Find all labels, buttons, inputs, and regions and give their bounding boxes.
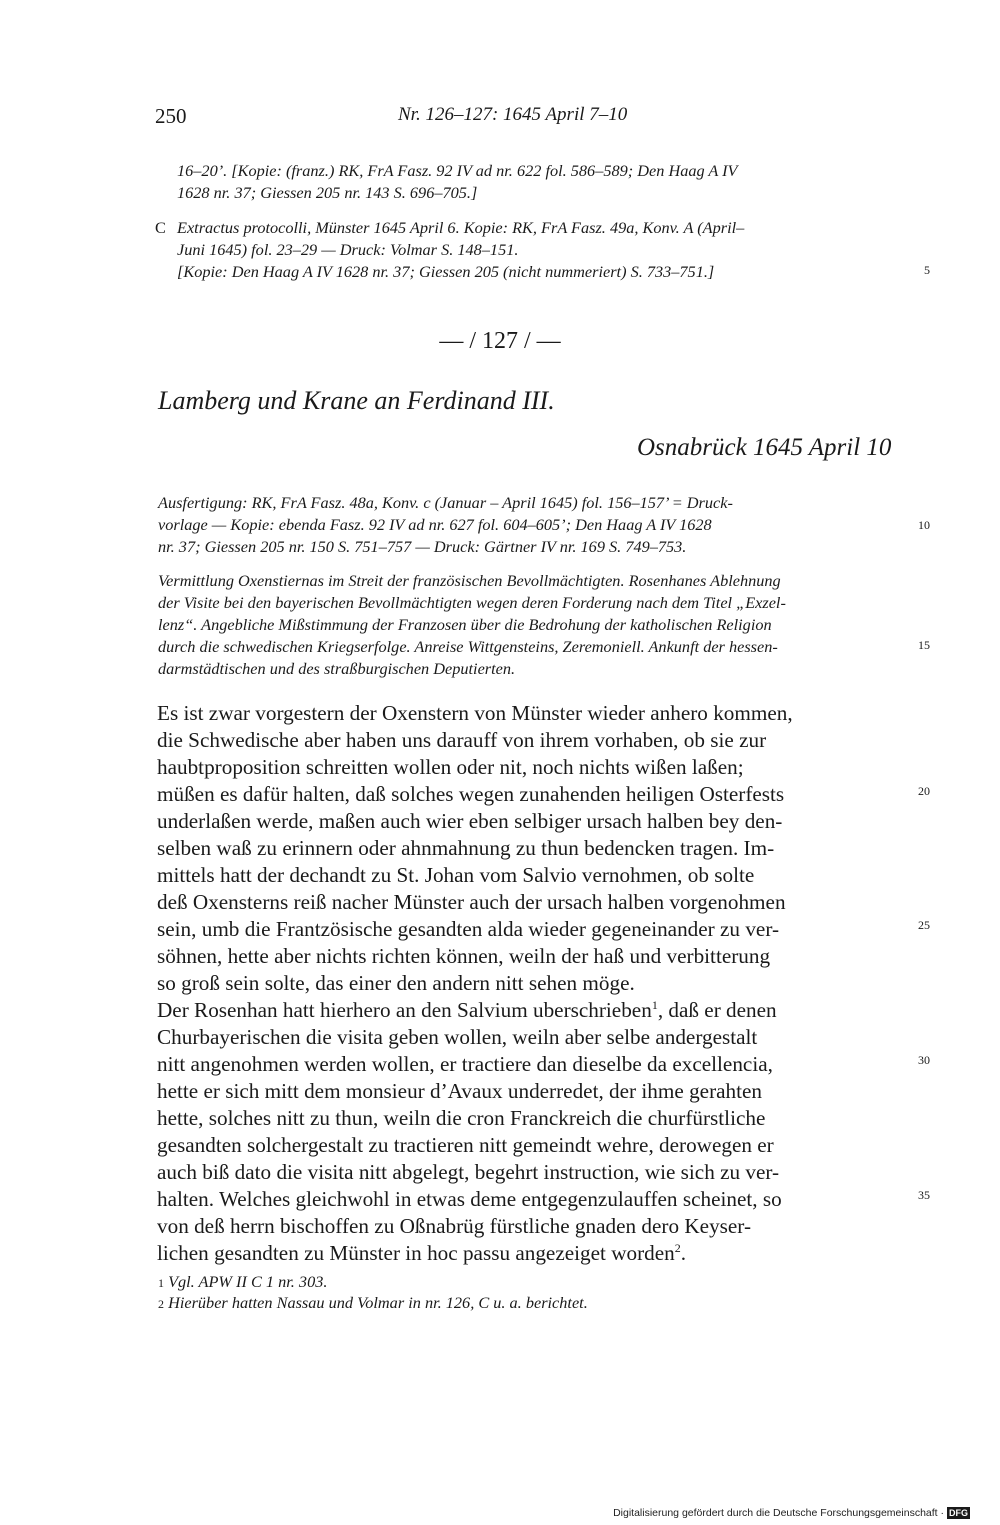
summary-line: darmstädtischen und des straßburgischen Deputierten. xyxy=(158,659,516,678)
line-number: 15 xyxy=(918,638,930,652)
running-head: Nr. 126–127: 1645 April 7–10 xyxy=(398,104,628,125)
footnote-number: 2 xyxy=(158,1297,164,1311)
body-line: auch biß dato die visita nitt abgelegt, begehrt instruction, wie sich zu ver- xyxy=(157,1160,780,1184)
line-number: 35 xyxy=(918,1188,930,1202)
body-line: müßen es dafür halten, daß solches wegen zunahenden heiligen Osterfests xyxy=(157,782,785,806)
funding-text: Digitalisierung gefördert durch die Deutsche Forschungsgemeinschaft · xyxy=(613,1507,944,1519)
body-line: halten. Welches gleichwohl in etwas deme entgegenzulauffen scheinet, so xyxy=(157,1187,782,1211)
sources-line: vorlage — Kopie: ebenda Fasz. 92 IV ad nr. 627 fol. 604–605’; Den Haag A IV 1628 xyxy=(158,515,712,534)
document-title: Lamberg und Krane an Ferdinand III. xyxy=(158,386,555,415)
prev-sources-line: 16–20’. [Kopie: (franz.) RK, FrA Fasz. 92 IV ad nr. 622 fol. 586–589; Den Haag A IV xyxy=(177,161,738,180)
body-line-text: Der Rosenhan hatt hierhero an den Salvium uberschrieben xyxy=(157,998,652,1022)
body-line: Churbayerischen die visita geben wollen, weiln aber selbe andergestalt xyxy=(157,1025,758,1049)
footnote xyxy=(158,1271,327,1295)
summary-line: lenz“. Angebliche Mißstimmung der Franzosen über die Bedrohung der katholischen Religion xyxy=(158,615,772,634)
sources-line: nr. 37; Giessen 205 nr. 150 S. 751–757 — Druck: Gärtner IV nr. 169 S. 749–753. xyxy=(158,537,687,556)
body-line-text: lichen gesandten zu Münster in hoc passu angezeiget worden xyxy=(157,1241,675,1265)
dfg-logo: DFG xyxy=(949,1508,968,1518)
line-number: 5 xyxy=(924,263,930,277)
line-number: 10 xyxy=(918,518,930,532)
page-number: 250 xyxy=(155,104,187,128)
summary-line: Vermittlung Oxenstiernas im Streit der französischen Bevollmächtigten. Rosenhanes Ablehnung xyxy=(158,571,781,590)
prev-sources-line: 1628 nr. 37; Giessen 205 nr. 143 S. 696–705.] xyxy=(177,183,478,202)
body-line-text: , daß er denen xyxy=(657,998,777,1022)
source-c-line: Extractus protocolli, Münster 1645 April 6. Kopie: RK, FrA Fasz. 49a, Konv. A (April– xyxy=(177,218,745,237)
summary-line: der Visite bei den bayerischen Bevollmächtigten wegen deren Forderung nach dem Titel „Exzel- xyxy=(158,593,786,612)
footnote-mark: 2 xyxy=(674,1240,681,1255)
body-line xyxy=(157,1240,686,1268)
summary-line: durch die schwedischen Kriegserfolge. Anreise Wittgensteins, Zeremoniell. Ankunft der hessen- xyxy=(158,637,778,656)
body-line: von deß herrn bischoffen zu Oßnabrüg fürstliche gnaden dero Keyser- xyxy=(157,1214,751,1238)
body-line: nitt angenohmen werden wollen, er tractiere dan dieselbe da excellencia, xyxy=(157,1052,773,1076)
line-number: 20 xyxy=(918,784,930,798)
line-number: 25 xyxy=(918,918,930,932)
document-number: — / 127 / — xyxy=(439,328,561,354)
body-line: underlaßen werde, maßen auch wier eben selbiger ursach halben bey den- xyxy=(157,809,783,833)
body-line: mittels hatt der dechandt zu St. Johan vom Salvio vernohmen, ob solte xyxy=(157,863,755,887)
body-line-text: . xyxy=(680,1241,687,1265)
body-line: selben waß zu erinnern oder ahnmahnung zu thun bedencken tragen. Im- xyxy=(157,836,775,860)
body-line: deß Oxensterns reiß nacher Münster auch der ursach halben vorgenohmen xyxy=(157,890,786,914)
body-line: so groß sein solte, das einer den andern nitt sehen möge. xyxy=(157,971,635,995)
body-line: hette er sich mitt dem monsieur d’Avaux underredet, der ihme gerahten xyxy=(157,1079,763,1103)
source-c-line: [Kopie: Den Haag A IV 1628 nr. 37; Giessen 205 (nicht nummeriert) S. 733–751.] xyxy=(177,262,715,281)
body-line: hette, solches nitt zu thun, weiln die cron Franckreich die churfürstliche xyxy=(157,1106,766,1130)
body-line xyxy=(157,997,777,1025)
sources-line: Ausfertigung: RK, FrA Fasz. 48a, Konv. c (Januar – April 1645) fol. 156–157’ = Druck- xyxy=(158,493,733,512)
footnote xyxy=(158,1292,588,1316)
body-line: Es ist zwar vorgestern der Oxenstern von Münster wieder anhero kommen, xyxy=(157,701,793,725)
line-number: 30 xyxy=(918,1053,930,1067)
source-c-line: Juni 1645) fol. 23–29 — Druck: Volmar S. 148–151. xyxy=(177,240,519,259)
footnote-number: 1 xyxy=(158,1276,164,1290)
footnote-text: Hierüber hatten Nassau und Volmar in nr. 126, C u. a. berichtet. xyxy=(168,1293,588,1312)
source-c-letter: C xyxy=(155,218,166,237)
body-line: haubtproposition schreitten wollen oder nit, noch nichts wißen laßen; xyxy=(157,755,744,779)
footnote-mark: 1 xyxy=(651,997,658,1012)
body-line: sein, umb die Frantzösische gesandten alda wieder gegeneinander zu ver- xyxy=(157,917,780,941)
document-place-date: Osnabrück 1645 April 10 xyxy=(637,434,892,461)
funding-footer xyxy=(613,1507,970,1519)
body-line: die Schwedische aber haben uns darauff von ihrem vorhaben, ob sie zur xyxy=(157,728,767,752)
body-line: gesandten solchergestalt zu tractieren nitt gemeindt wehre, derowegen er xyxy=(157,1133,774,1157)
body-line: söhnen, hette aber nichts richten können, weiln der haß und verbitterung xyxy=(157,944,771,968)
footnote-text: Vgl. APW II C 1 nr. 303. xyxy=(168,1272,328,1291)
